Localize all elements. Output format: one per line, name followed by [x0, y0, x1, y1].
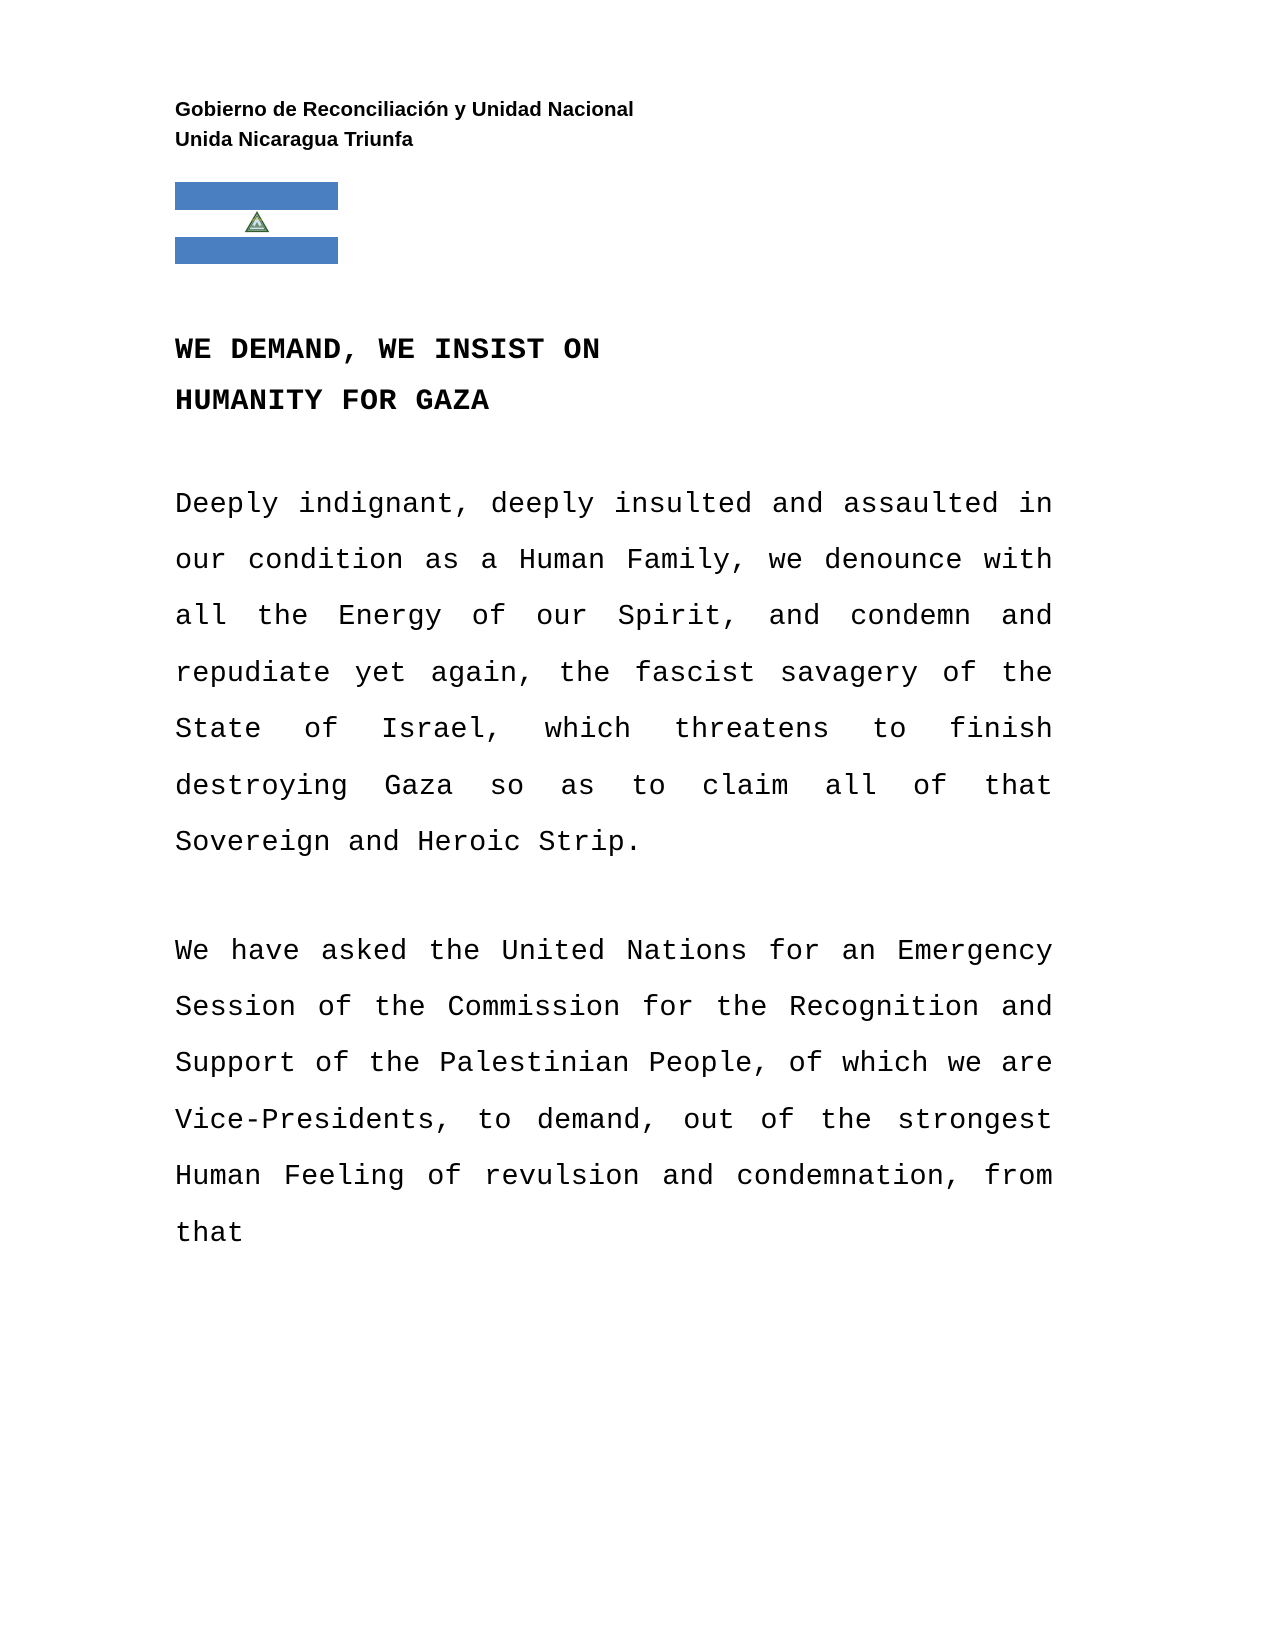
nicaragua-flag-icon: [175, 182, 338, 264]
body-paragraph-2: We have asked the United Nations for an Emergency Session of the Commission for the Recognition and Support of the Palestinian People, of which we are Vice-Presidents, to demand, out of the strongest Human Feeling of revulsion and condemnation, from that: [175, 934, 1053, 1250]
body-paragraph-1-container: [175, 477, 1053, 872]
letterhead-line-2: Unida Nicaragua Triunfa: [175, 127, 414, 151]
page-title: [175, 326, 1125, 426]
body-paragraph-1: Deeply indignant, deeply insulted and assaulted in our condition as a Human Family, we denounce with all the Energy of our Spirit, and condemn and repudiate yet again, the fascist savagery of the State of Israel, which threatens to finish destroying Gaza so as to claim all of that Sovereign and Heroic Strip.: [175, 487, 1053, 860]
title-line-2: HUMANITY FOR GAZA: [175, 384, 490, 419]
title-line-1: WE DEMAND, WE INSIST ON: [175, 334, 601, 369]
coat-of-arms-icon: [244, 210, 270, 236]
body-paragraph-2-container: [175, 924, 1053, 1263]
flag-stripe-top: [175, 182, 338, 210]
flag-stripe-bottom: [175, 237, 338, 265]
letterhead: [175, 95, 1125, 154]
letterhead-line-1: Gobierno de Reconciliación y Unidad Nacional: [175, 98, 634, 121]
